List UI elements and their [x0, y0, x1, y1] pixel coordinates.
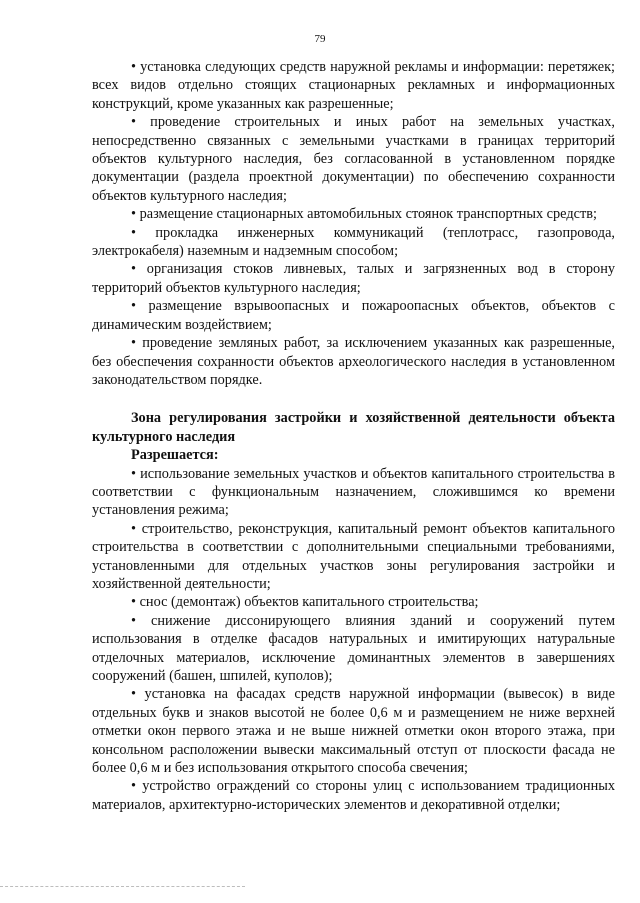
- list-item: • организация стоков ливневых, талых и загрязненных вод в сторону территорий объектов культурного наследия;: [92, 261, 615, 296]
- section-subheading: Разрешается:: [131, 447, 219, 464]
- section-heading: Зона регулирования застройки и хозяйственной деятельности объекта культурного наследия: [92, 410, 615, 445]
- list-item: • прокладка инженерных коммуникаций (теплотрасс, газопровода, электрокабеля) наземным и надземным способом;: [92, 224, 615, 260]
- list-item: • устройство ограждений со стороны улиц с использованием традиционных материалов, архитектурно-исторических элементов и декоративной отделки;: [92, 778, 615, 813]
- list-item: • установка следующих средств наружной рекламы и информации: перетяжек; всех видов отдельно стоящих стационарных рекламных и информационных конструкций, кроме указанных как разрешенные;: [92, 59, 615, 112]
- list-item: • снижение диссонирующего влияния зданий и сооружений путем использования в отделке фасадов натуральных и имитирующих натуральные отделочных материалов, исключение доминантных элементов в завершениях сооружений (башен, шпилей, куполов);: [92, 612, 615, 684]
- list-item: • снос (демонтаж) объектов капитального строительства;: [131, 594, 479, 611]
- list-item: • проведение земляных работ, за исключением указанных как разрешенные, без обеспечения сохранности объектов археологического наследия в установленном законодательством порядке.: [92, 335, 615, 388]
- list-item: • использование земельных участков и объектов капитального строительства в соответствии с функциональным назначением, сложившимся ко времени установления режима;: [92, 465, 615, 519]
- list-item: • установка на фасадах средств наружной информации (вывесок) в виде отдельных букв и знаков высотой не более 0,6 м и размещением не ниже верхней отметки окон первого этажа и не выше нижней отметки окон второго этажа, при консольном расположении вывески максимальный отступ от плоскости фасада не более 0,6 м и без использования открытого способа свечения;: [92, 686, 615, 777]
- list-item: • строительство, реконструкция, капитальный ремонт объектов капитального строительства в соответствии с дополнительными специальными требованиями, установленными для отдельных участков зоны регулирования застройки и хозяйственной деятельности;: [92, 520, 615, 592]
- page-number: 79: [314, 33, 326, 45]
- scan-edge-line: [0, 886, 245, 887]
- page-content: [92, 58, 615, 814]
- list-item: • размещение взрывоопасных и пожароопасных объектов, объектов с динамическим воздействием;: [92, 298, 615, 333]
- list-item: • размещение стационарных автомобильных стоянок транспортных средств;: [131, 206, 597, 223]
- list-item: • проведение строительных и иных работ на земельных участках, непосредственно связанных с земельными участками в границах территорий объектов культурного наследия, без согласованной в установленном порядке документации (раздела проектной документации) по обеспечению сохранности объектов культурного наследия;: [92, 114, 615, 204]
